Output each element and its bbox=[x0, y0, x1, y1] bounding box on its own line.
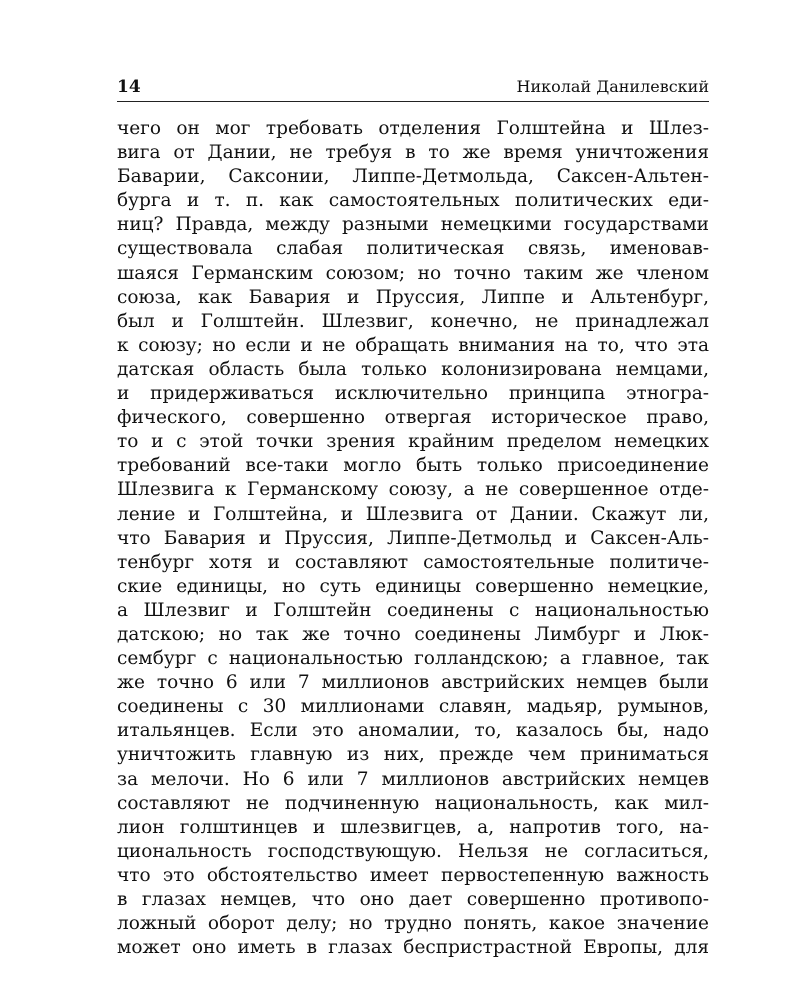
body-text bbox=[117, 117, 709, 960]
text-line: соединены с 30 миллионами славян, мадьяр, румынов, bbox=[117, 696, 709, 718]
text-line: что Бавария и Пруссия, Липпе-Детмольд и Саксен-Аль- bbox=[117, 527, 709, 549]
header-divider bbox=[117, 101, 709, 102]
text-line: был и Голштейн. Шлезвиг, конечно, не принадлежал bbox=[117, 310, 709, 332]
text-line: чего он мог требовать отделения Голштейна и Шлез- bbox=[117, 118, 709, 139]
text-line: тенбург хотя и составляют самостоятельные политиче- bbox=[117, 551, 709, 573]
text-line: сембург с национальностью голландскою; а главное, так bbox=[117, 648, 709, 670]
page-number: 14 bbox=[117, 77, 141, 97]
text-line: итальянцев. Если это аномалии, то, казалось бы, надо bbox=[117, 720, 709, 742]
text-line: за мелочи. Но 6 или 7 миллионов австрийских немцев bbox=[117, 768, 709, 790]
text-line: ниц? Правда, между разными немецкими государствами bbox=[117, 214, 709, 236]
text-line: Баварии, Саксонии, Липпе-Детмольда, Саксен-Альтен- bbox=[117, 166, 709, 188]
text-line: фического, совершенно отвергая историческое право, bbox=[117, 407, 709, 429]
text-line: бурга и т. п. как самостоятельных политических еди- bbox=[117, 190, 709, 212]
text-line: ление и Голштейна, и Шлезвига от Дании. Скажут ли, bbox=[117, 503, 709, 525]
text-line: может оно иметь в глазах беспристрастной Европы, для bbox=[117, 937, 709, 959]
text-line: Шлезвига к Германскому союзу, а не совершенное отде- bbox=[117, 479, 709, 501]
text-line: и придерживаться исключительно принципа этногра- bbox=[117, 383, 709, 405]
text-line: уничтожить главную из них, прежде чем приниматься bbox=[117, 744, 709, 766]
text-line: в глазах немцев, что оно дает совершенно противопо- bbox=[117, 889, 709, 910]
text-line: составляют не подчиненную национальность, как мил- bbox=[117, 792, 709, 814]
text-line: шаяся Германским союзом; но точно таким же членом bbox=[117, 262, 709, 284]
text-line: что это обстоятельство имеет первостепенную важность bbox=[117, 864, 709, 886]
running-title: Николай Данилевский bbox=[516, 77, 709, 96]
text-line: лион голштинцев и шлезвигцев, а, напротив того, на- bbox=[117, 816, 709, 838]
text-line: вига от Дании, не требуя в то же время уничтожения bbox=[117, 142, 709, 164]
text-line: же точно 6 или 7 миллионов австрийских немцев были bbox=[117, 672, 709, 694]
text-line: циональность господствующую. Нельзя не согласиться, bbox=[117, 840, 709, 862]
text-line: требований все-таки могло быть только присоединение bbox=[117, 455, 709, 477]
text-line: ские единицы, но суть единицы совершенно немецкие, bbox=[117, 575, 709, 597]
text-line: ложный оборот делу; но трудно понять, какое значение bbox=[117, 913, 709, 935]
text-line: союза, как Бавария и Пруссия, Липпе и Альтенбург, bbox=[117, 286, 709, 308]
text-line: к союзу; но если и не обращать внимания на то, что эта bbox=[117, 334, 709, 356]
text-line: а Шлезвиг и Голштейн соединены с национальностью bbox=[117, 599, 709, 621]
running-header bbox=[117, 76, 709, 98]
text-line: датская область была только колонизирована немцами, bbox=[117, 358, 709, 380]
text-line: то и с этой точки зрения крайним пределом немецких bbox=[117, 431, 709, 453]
text-line: датскою; но так же точно соединены Лимбург и Люк- bbox=[117, 623, 709, 645]
text-line: существовала слабая политическая связь, именовав- bbox=[117, 238, 709, 260]
